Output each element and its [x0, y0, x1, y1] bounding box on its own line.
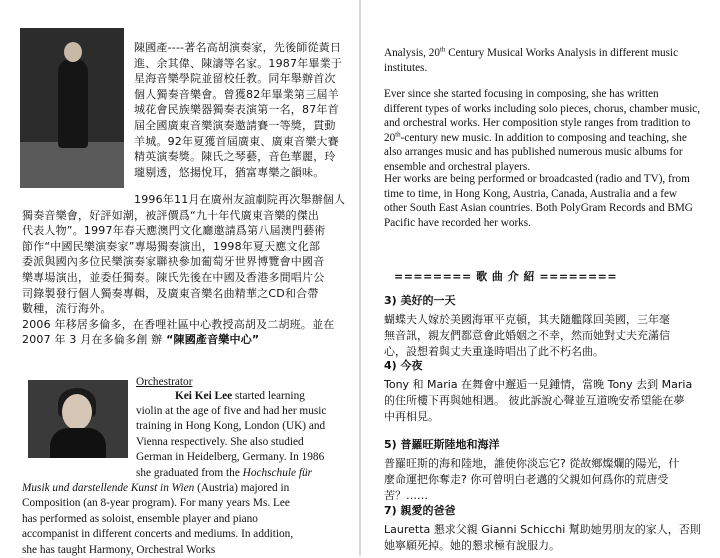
analysis-line — [384, 46, 704, 61]
lee-name-line — [175, 389, 355, 404]
analysis-text-b: Century Musical Works Analysis in different music — [445, 47, 679, 59]
chen-line: 精英演奏獎。陳氏之琴藝，音色華麗，玲 — [134, 150, 336, 164]
composing-20: 20 — [384, 131, 396, 144]
song-desc: 普羅旺斯的海和陸地，誰使你淡忘它? 從故鄉燦爛的陽光，什 — [384, 457, 680, 470]
orchestrator-label: Orchestrator — [136, 376, 193, 388]
performance-line: Her works are being performed or broadcasted (radio and TV), from — [384, 173, 690, 185]
lee-name-rest: started learning — [232, 390, 305, 402]
composing-line: also arranges music and has published numerous music albums for — [384, 146, 683, 159]
lee-photo — [28, 380, 128, 458]
chen-line-2007-text: 2007 年 3 月在多倫多創 辦 — [22, 333, 167, 347]
lee-line: German in Heidelberg, Germany. In 1986 — [136, 451, 325, 464]
lee-line: Composition (an 8-year program). For many years Ms. Lee — [22, 497, 290, 510]
lee-line: training in Hong Kong, London (UK) and — [136, 420, 326, 433]
chen-line: 樂專場演出，並委任獨奏。陳氏先後在中國及香港多間唱片公 — [22, 270, 325, 284]
chen-line: 獨奏音樂會，好評如潮，被評價爲“九十年代廣東音樂的傑出 — [22, 208, 320, 222]
chen-line: 1996年11月在廣州友誼劇院再次舉辦個人 — [134, 193, 346, 206]
composing-line: different types of works including solo pieces, chorus, chamber music, — [384, 102, 701, 115]
performance-line: other South East Asian countries. Both PolyGram Records and BMG — [384, 202, 693, 215]
chen-line: 代表人物”。1997年春天應澳門文化廳邀請爲第八屆澳門藝術 — [22, 224, 326, 238]
lee-body — [50, 428, 106, 458]
song-item — [384, 502, 714, 554]
chen-line: 陳國產----著名高胡演奏家，先後師從黃日 — [134, 41, 342, 54]
stage-backdrop — [20, 142, 124, 188]
analysis-sup: th — [439, 45, 446, 54]
chen-bio-top — [134, 40, 346, 180]
chen-line-2007 — [22, 332, 350, 348]
chen-line: 瓏剔透，悠揚悅耳，猶富專樂之韻味。 — [134, 165, 325, 179]
analysis-text-a: Analysis, 20 — [384, 47, 440, 59]
chen-photo — [20, 28, 124, 188]
songs-heading: ======== 歌 曲 介 紹 ======== — [394, 270, 618, 283]
lee-line: she has taught Harmony, Orchestral Works — [22, 543, 216, 556]
song-desc: 苦？…… — [384, 489, 428, 502]
performer-head — [64, 42, 82, 62]
song-item — [384, 292, 714, 360]
lee-line-hochschule — [136, 466, 350, 481]
song-title: 3) 美好的一天 — [384, 294, 456, 307]
chen-bio-mid — [22, 192, 350, 348]
lee-line: has performed as soloist, ensemble player and piano — [22, 512, 258, 525]
composing-paragraph — [384, 87, 704, 175]
performance-line: time to time, in Hong Kong, Austria, Canada, Australia and a few — [384, 187, 677, 200]
lee-austria-text: (Austria) majored in — [194, 482, 290, 494]
composing-line: and orchestral works. Her composition style ranges from tradition to — [384, 117, 691, 130]
hochschule-a: Hochschule für — [242, 466, 313, 479]
song-item — [384, 436, 714, 504]
analysis-line: institutes. — [384, 61, 428, 74]
performance-paragraph — [384, 172, 704, 230]
lee-line: violin at the age of five and had her music — [136, 405, 327, 417]
song-desc: 無音訊，親友們都意會此婚姻之不幸，然而她對丈夫充滿信 — [384, 329, 670, 342]
performance-line: Pacific have recorded her works. — [384, 216, 531, 229]
song-desc: 心，設想着與丈夫重逢時唱出了此不朽名曲。 — [384, 345, 604, 358]
song-title: 5) 普羅旺斯陸地和海洋 — [384, 438, 500, 451]
song-desc: 中再相見。 — [384, 410, 439, 423]
chen-line: 屆全國廣東音樂演奏邀請賽一等獎，貫動 — [134, 118, 336, 132]
song-desc: 麼命運把你奪走? 你可曾明白老邁的父親如何爲你的荒唐受 — [384, 473, 669, 486]
chen-line: 節作“中國民樂演奏家”專場獨奏演出，1998年夏天應文化部 — [22, 239, 321, 253]
song-desc: 她寧願死掉。她的懇求極有說服力。 — [384, 539, 560, 552]
composing-line: Ever since she started focusing in composing, she has written — [384, 88, 659, 100]
lee-bio-full — [22, 481, 352, 558]
chen-line: 城花會民族樂器獨奏表演第一名，87年首 — [134, 103, 339, 117]
lee-name: Kei Kei Lee — [175, 390, 233, 402]
composing-post: -century new music. In addition to composing and teaching, she — [400, 131, 687, 144]
chen-line: 個人獨奏音樂會。曾獲82年畢業第三屆羊 — [134, 87, 339, 101]
song-desc: 的住所樓下再與她相遇。 彼此訴說心聲並互道晚安希望能在夢 — [384, 394, 685, 407]
lee-line: accompanist in different concerts and mediums. In addition, — [22, 528, 294, 541]
chen-music-centre: “陳國產音樂中心” — [166, 333, 260, 347]
hochschule-b: Musik und darstellende Kunst in Wien — [22, 482, 195, 494]
composing-line: ensemble and orchestral players. — [384, 160, 531, 173]
chen-line-2006 — [22, 317, 350, 333]
composing-sup: th — [395, 130, 401, 139]
song-desc: Tony 和 Maria 在舞會中邂逅一見鍾情，當晚 Tony 去到 Maria — [384, 378, 693, 391]
performer-figure — [58, 58, 88, 148]
chen-line: 數種，流行海外。 — [22, 302, 112, 316]
chen-line: 進、余其偉、陳濤等名家。1987年畢業于 — [134, 56, 342, 70]
song-title: 7) 親愛的爸爸 — [384, 504, 456, 517]
lee-bio-right — [136, 404, 350, 481]
lee-line-text: she graduated from the — [136, 466, 240, 479]
chen-line-2006-text: 2006 年移居多倫多，在香哩社區中心教授高胡及二胡班。並在 — [22, 317, 335, 331]
chen-line: 委派與國內多位民樂演奏家聯袂參加葡萄牙世界博覽會中國音 — [22, 255, 325, 269]
chen-line: 星海音樂學院並留校任教。同年舉辦首次 — [134, 72, 336, 86]
chen-line: 羊城。92年夏獲首屆廣東、廣東音樂大賽 — [134, 134, 339, 148]
composing-line-20th — [384, 131, 704, 146]
analysis-paragraph — [384, 46, 704, 75]
chen-line: 司錄製發行個人獨奏專輯，及廣東音樂名曲精華之CD和合帶 — [22, 286, 319, 300]
song-item — [384, 357, 714, 425]
song-desc: Lauretta 懇求父親 Gianni Schicchi 幫助她男朋友的家人，否則 — [384, 523, 701, 536]
lee-line: Vienna respectively. She also studied — [136, 435, 304, 448]
page-spine — [359, 0, 361, 556]
lee-line-austria — [22, 481, 352, 496]
song-title: 4) 今夜 — [384, 359, 423, 372]
song-desc: 蝴蝶夫人嫁於美國海軍平克頓，其夫隨艦隊回美國，三年毫 — [384, 313, 670, 326]
lee-head — [62, 394, 92, 430]
